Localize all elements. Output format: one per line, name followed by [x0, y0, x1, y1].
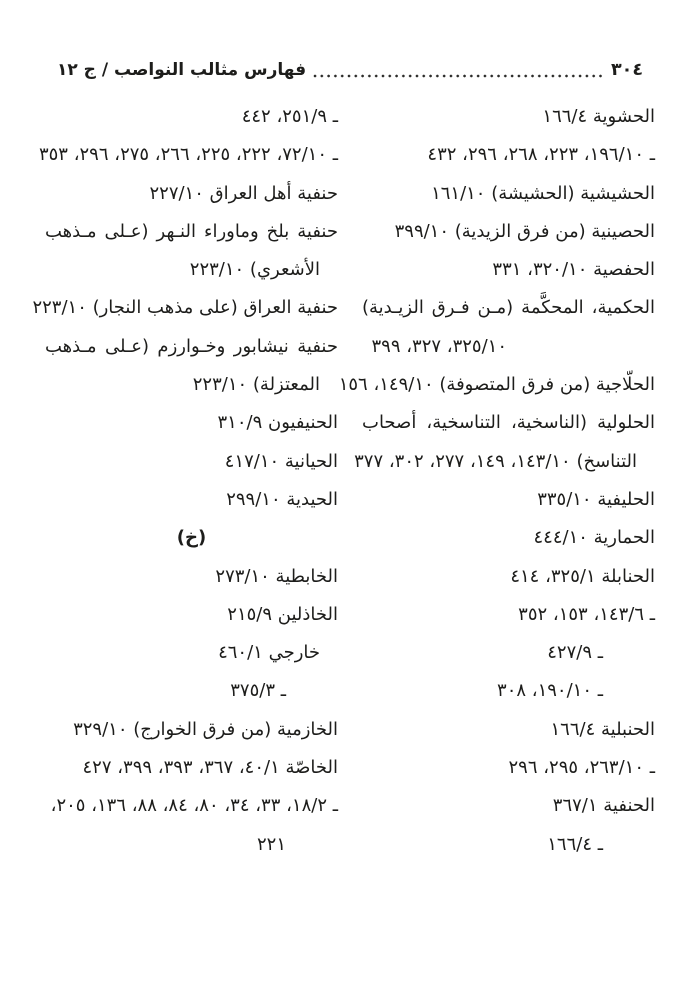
index-entry: الحيدية ٢٩٩/١٠	[226, 488, 338, 510]
index-entry: خارجي ٤٦٠/١	[218, 642, 320, 664]
index-entry: الخازمية (من فرق الخوارج) ٣٢٩/١٠	[73, 718, 338, 740]
page-number: ٣٠٤	[610, 60, 643, 80]
index-column-right	[338, 98, 655, 864]
index-entry: ـ ٧٢/١٠، ٢٢٢، ٢٢٥، ٢٦٦، ٢٧٥، ٢٩٦، ٣٥٣	[38, 144, 338, 166]
index-entry: الأشعري) ٢٢٣/١٠	[189, 259, 320, 281]
index-entry: الحيانية ٤١٧/١٠	[224, 450, 338, 472]
index-entry: الحفصية ٣٢٠/١٠، ٣٣١	[492, 259, 655, 281]
index-entry: الحلولية (الناسخية، التناسخية، أصحاب	[362, 412, 655, 434]
index-entry: ـ ١٩٦/١٠، ٢٢٣، ٢٦٨، ٢٩٦، ٤٣٢	[427, 144, 655, 166]
index-entry: حنفية العراق (على مذهب النجار) ٢٢٣/١٠	[32, 297, 338, 319]
index-entry: حنفية نيشابور وخـوارزم (عـلى مـذهب	[45, 335, 338, 357]
index-entry: ـ ٤٢٧/٩	[547, 642, 603, 664]
index-entry: الحشيشية (الحشيشة) ١٦١/١٠	[431, 182, 655, 204]
index-entry: ـ ٢٦٣/١٠، ٢٩٥، ٢٩٦	[508, 757, 655, 779]
index-entry: التناسخ) ١٤٣/١٠، ١٤٩، ٢٧٧، ٣٠٢، ٣٧٧	[354, 450, 637, 472]
index-entry: الحكمية، المحكَّمة (مـن فـرق الزيـدية)	[362, 297, 655, 319]
index-entry: الحمارية ٤٤٤/١٠	[533, 527, 655, 549]
index-entry: ـ ١٩٠/١٠، ٣٠٨	[497, 680, 603, 702]
index-column-left	[32, 98, 338, 864]
index-entry: الحلّاجية (من فرق المتصوفة) ١٤٩/١٠، ١٥٦	[338, 374, 655, 396]
index-entry: الحصينية (من فرق الزيدية) ٣٩٩/١٠	[394, 220, 655, 242]
index-entry: الخابطية ٢٧٣/١٠	[215, 565, 338, 587]
index-entry: الخاذلين ٢١٥/٩	[227, 603, 338, 625]
index-entry: الحنيفيون ٣١٠/٩	[217, 412, 338, 434]
index-entry: الحشوية ١٦٦/٤	[542, 106, 655, 127]
index-entry: ـ ١٨/٢، ٣٣، ٣٤، ٨٠، ٨٤، ٨٨، ١٣٦، ٢٠٥،	[50, 795, 338, 817]
section-heading: (خ)	[176, 527, 207, 549]
index-entry: ـ ١٦٦/٤	[547, 833, 603, 855]
index-entry: حنفية أهل العراق ٢٢٧/١٠	[149, 182, 338, 204]
index-entry: الخاصّة ٤٠/١، ٣٦٧، ٣٩٣، ٣٩٩، ٤٢٧	[82, 757, 338, 779]
page-header	[57, 57, 643, 83]
index-entry: ـ ٢٥١/٩، ٤٤٢	[241, 106, 338, 127]
index-entry: حنفية بلخ وماوراء النـهر (عـلى مـذهب	[45, 220, 338, 242]
running-title: فهارس مثالب النواصب / ج ١٢	[57, 60, 307, 80]
index-entry: الحنابلة ٣٢٥/١، ٤١٤	[510, 565, 655, 587]
index-entry: الحنبلية ١٦٦/٤	[550, 718, 655, 740]
index-entry: ـ ٣٧٥/٣	[230, 680, 286, 702]
index-entry: الحنفية ٣٦٧/١	[552, 795, 655, 817]
index-entry: المعتزلة) ٢٢٣/١٠	[192, 374, 320, 396]
index-entry: ٣٢٥/١٠، ٣٢٧، ٣٩٩	[371, 335, 507, 357]
index-entry: الحليفية ٣٣٥/١٠	[537, 488, 655, 510]
index-columns	[32, 98, 655, 864]
index-entry: ـ ١٤٣/٦، ١٥٣، ٣٥٢	[518, 603, 655, 625]
index-entry: ٢٢١	[256, 833, 286, 855]
dot-leader	[313, 74, 604, 78]
